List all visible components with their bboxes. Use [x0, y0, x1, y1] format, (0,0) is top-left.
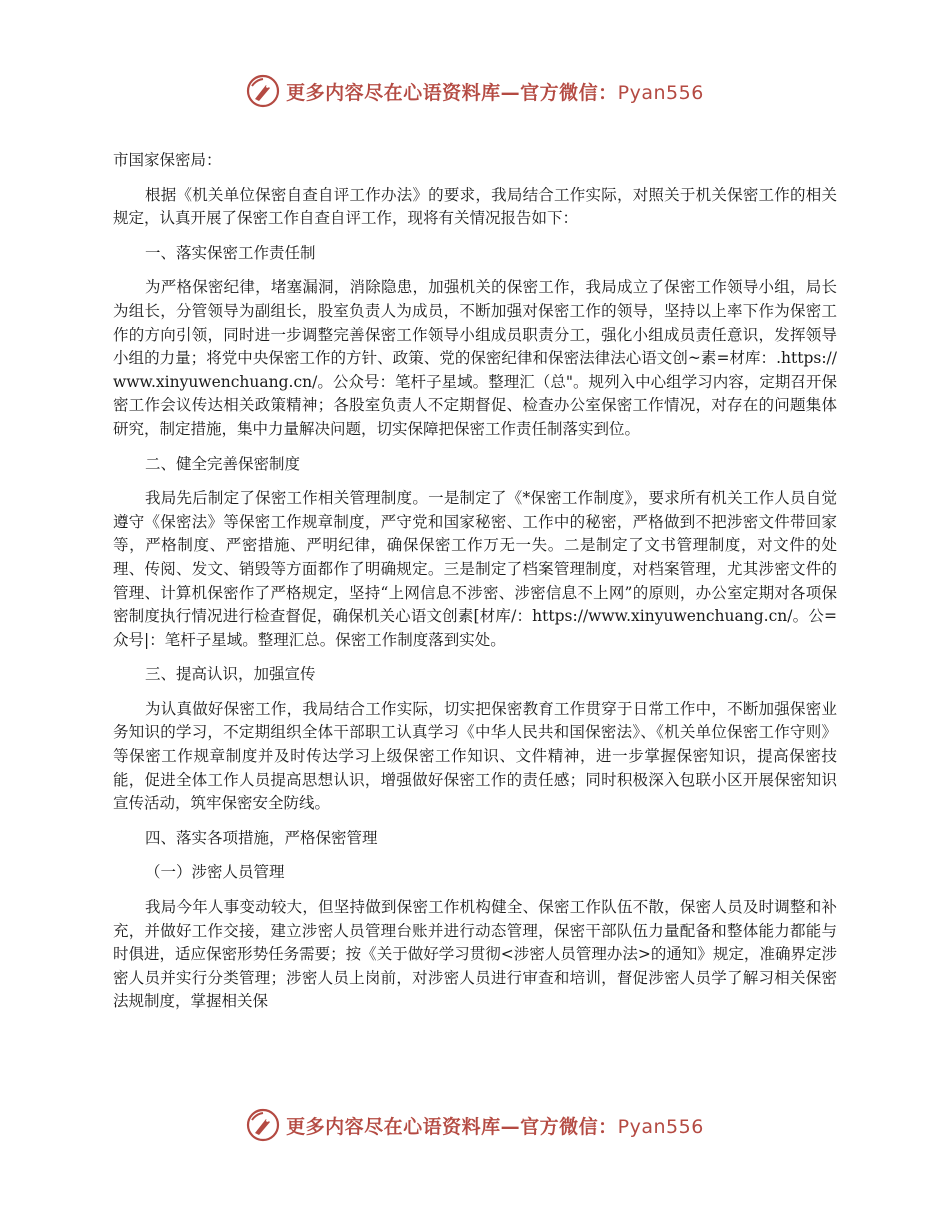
- banner-handle: Pyan556: [617, 81, 704, 104]
- section4-heading: 四、落实各项措施，严格保密管理: [145, 828, 378, 847]
- salutation: 市国家保密局：: [113, 151, 222, 169]
- section2-heading: 二、健全完善保密制度: [145, 454, 301, 473]
- banner-text: [286, 78, 704, 105]
- banner-handle: Pyan556: [617, 1115, 704, 1138]
- section1-heading: 一、落实保密工作责任制: [145, 243, 316, 262]
- banner-slogan: 更多内容尽在心语资料库—官方微信：: [286, 81, 618, 104]
- section1-paragraph: 为严格保密纪律，堵塞漏洞，消除隐患，加强机关的保密工作，我局成立了保密工作领导小组，局长为组长，分管领导为副组长，股室负责人为成员，不断加强对保密工作的领导，坚持以上率下作为保密工作的方向引领，同时进一步调整完善保密工作领导小组成员职责分工，强化小组成员责任意识，发挥领导小组的力量；将党中央保密工作的方针、政策、党的保密纪律和保密法律法心语文创~素=材库：.https://www.xinyuwenchuang.cn/。公众号：笔杆子星域。整理汇（总"。规列入中心组学习内容，定期召开保密工作会议传达相关政策精神；各股室负责人不定期督促、检查办公室保密工作情况，对存在的问题集体研究，制定措施，集中力量解决问题，切实保障把保密工作责任制落实到位。: [113, 278, 837, 438]
- section3-paragraph: 为认真做好保密工作，我局结合工作实际，切实把保密教育工作贯穿于日常工作中，不断加强保密业务知识的学习，不定期组织全体干部职工认真学习《中华人民共和国保密法》、《机关单位保密工作守则》等保密工作规章制度并及时传达学习上级保密工作知识、文件精神，进一步掌握保密知识，提高保密技能，促进全体工作人员提高思想认识，增强做好保密工作的责任感；同时积极深入包联小区开展保密知识宣传活动，筑牢保密安全防线。: [113, 699, 837, 813]
- header-banner: [0, 71, 950, 111]
- document-body: [113, 149, 837, 1025]
- section2-paragraph: 我局先后制定了保密工作相关管理制度。一是制定了《*保密工作制度》，要求所有机关工作人员自觉遵守《保密法》等保密工作规章制度，严守党和国家秘密、工作中的秘密，严格做到不把涉密文件带回家等，严格制度、严密措施、严明纪律，确保保密工作万无一失。二是制定了文书管理制度，对文件的处理、传阅、发文、销毁等方面都作了明确规定。三是制定了档案管理制度，对档案管理，尤其涉密文件的管理、计算机保密作了严格规定，坚持“上网信息不涉密、涉密信息不上网”的原则，办公室定期对各项保密制度执行情况进行检查督促，确保机关心语文创素[材库/：https://www.xinyuwenchuang.cn/。公=众号|：笔杆子星域。整理汇总。保密工作制度落到实处。: [113, 489, 837, 649]
- banner-slogan: 更多内容尽在心语资料库—官方微信：: [286, 1115, 618, 1138]
- intro-paragraph: 根据《机关单位保密自查自评工作办法》的要求，我局结合工作实际，对照关于机关保密工作的相关规定，认真开展了保密工作自查自评工作，现将有关情况报告如下：: [113, 185, 837, 228]
- banner-text: [286, 1112, 704, 1139]
- section3-heading: 三、提高认识，加强宣传: [145, 665, 316, 684]
- pen-nib-logo-icon: [246, 1108, 280, 1142]
- section4-subheading-1: （一）涉密人员管理: [145, 863, 285, 882]
- pen-nib-logo-icon: [246, 74, 280, 108]
- footer-banner: [0, 1105, 950, 1145]
- section4-sub1-paragraph: 我局今年人事变动较大，但坚持做到保密工作机构健全、保密工作队伍不散，保密人员及时调整和补充，并做好工作交接，建立涉密人员管理台账并进行动态管理，保密干部队伍力量配备和整体能力都能与时俱进，适应保密形势任务需要；按《关于做好学习贯彻<涉密人员管理办法>的通知》规定，准确界定涉密人员并实行分类管理；涉密人员上岗前，对涉密人员进行审查和培训，督促涉密人员学了解习相关保密法规制度，掌握相关保: [113, 898, 837, 1011]
